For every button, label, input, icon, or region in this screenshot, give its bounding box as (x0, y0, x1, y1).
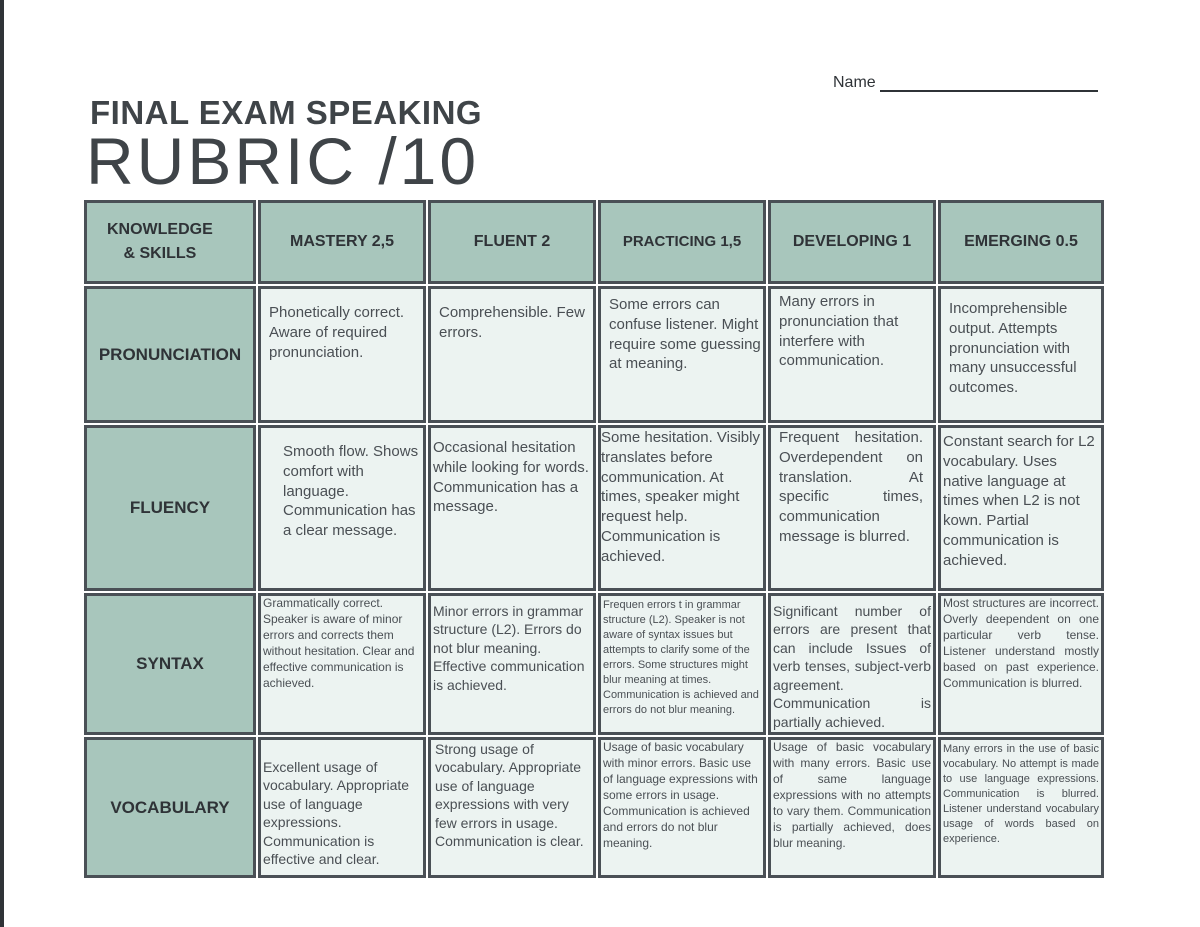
syntax-practicing: Frequen errors t in grammar structure (L2). Speaker is not aware of syntax issues but attempts to clarify some of the errors. Some structures might blur meaning at times. Communication is achieved and errors do not blur meaning. (598, 593, 766, 735)
header-mastery: MASTERY 2,5 (258, 200, 426, 284)
syntax-emerging: Most structures are incorrect. Overly deependent on one particular verb tense. Listener understand mostly based on past experience. Communication is blurred. (938, 593, 1104, 735)
header-fluent: FLUENT 2 (428, 200, 596, 284)
pronunciation-mastery: Phonetically correct. Aware of required pronunciation. (258, 286, 426, 423)
fluency-fluent: Occasional hesitation while looking for words. Communication has a message. (428, 425, 596, 591)
page-edge (0, 0, 4, 927)
row-label-syntax: SYNTAX (84, 593, 256, 735)
vocabulary-fluent: Strong usage of vocabulary. Appropriate use of language expressions with very few errors in usage. Communication is clear. (428, 737, 596, 878)
fluency-practicing: Some hesitation. Visibly translates before communication. At times, speaker might request help. Communication is achieved. (598, 425, 766, 591)
header-emerging: EMERGING 0.5 (938, 200, 1104, 284)
name-label: Name (833, 74, 876, 91)
vocabulary-emerging: Many errors in the use of basic vocabulary. No attempt is made to use language expressions. Communication is blurred. Listener understand vocabulary usage of words based on experience. (938, 737, 1104, 878)
syntax-fluent: Minor errors in grammar structure (L2). Errors do not blur meaning. Effective communication is achieved. (428, 593, 596, 735)
fluency-mastery: Smooth flow. Shows comfort with language. Communication has a clear message. (258, 425, 426, 591)
vocabulary-practicing: Usage of basic vocabulary with minor errors. Basic use of language expressions with some errors in usage. Communication is achieved and errors do not blur meaning. (598, 737, 766, 878)
syntax-mastery: Grammatically correct. Speaker is aware of minor errors and corrects them without hesitation. Clear and effective communication is achieved. (258, 593, 426, 735)
fluency-developing: Frequent hesitation. Overdependent on translation. At specific times, communication message is blurred. (768, 425, 936, 591)
title-line-1: FINAL EXAM SPEAKING (90, 94, 483, 131)
row-label-fluency: FLUENCY (84, 425, 256, 591)
vocabulary-mastery: Excellent usage of vocabulary. Appropriate use of language expressions. Communication is effective and clear. (258, 737, 426, 878)
name-field (833, 74, 1098, 92)
pronunciation-practicing: Some errors can confuse listener. Might require some guessing at meaning. (598, 286, 766, 423)
title-line-2: RUBRIC /10 (86, 124, 480, 198)
rubric-table (84, 200, 1104, 878)
pronunciation-emerging: Incomprehensible output. Attempts pronunciation with many unsuccessful outcomes. (938, 286, 1104, 423)
syntax-developing: Significant number of errors are present that can include Issues of verb tenses, subject-verb agreement. Communication is partially achieved. (768, 593, 936, 735)
vocabulary-developing: Usage of basic vocabulary with many errors. Basic use of same language expressions with no attempts to vary them. Communication is partially achieved, does blur meaning. (768, 737, 936, 878)
pronunciation-fluent: Comprehensible. Few errors. (428, 286, 596, 423)
header-practicing: PRACTICING 1,5 (598, 200, 766, 284)
row-label-pronunciation: PRONUNCIATION (84, 286, 256, 423)
header-developing: DEVELOPING 1 (768, 200, 936, 284)
pronunciation-developing: Many errors in pronunciation that interfere with communication. (768, 286, 936, 423)
name-blank-line[interactable] (880, 74, 1098, 92)
row-label-vocabulary: VOCABULARY (84, 737, 256, 878)
fluency-emerging: Constant search for L2 vocabulary. Uses native language at times when L2 is not kown. Partial communication is achieved. (938, 425, 1104, 591)
header-knowledge-skills: KNOWLEDGE & SKILLS (84, 200, 256, 284)
